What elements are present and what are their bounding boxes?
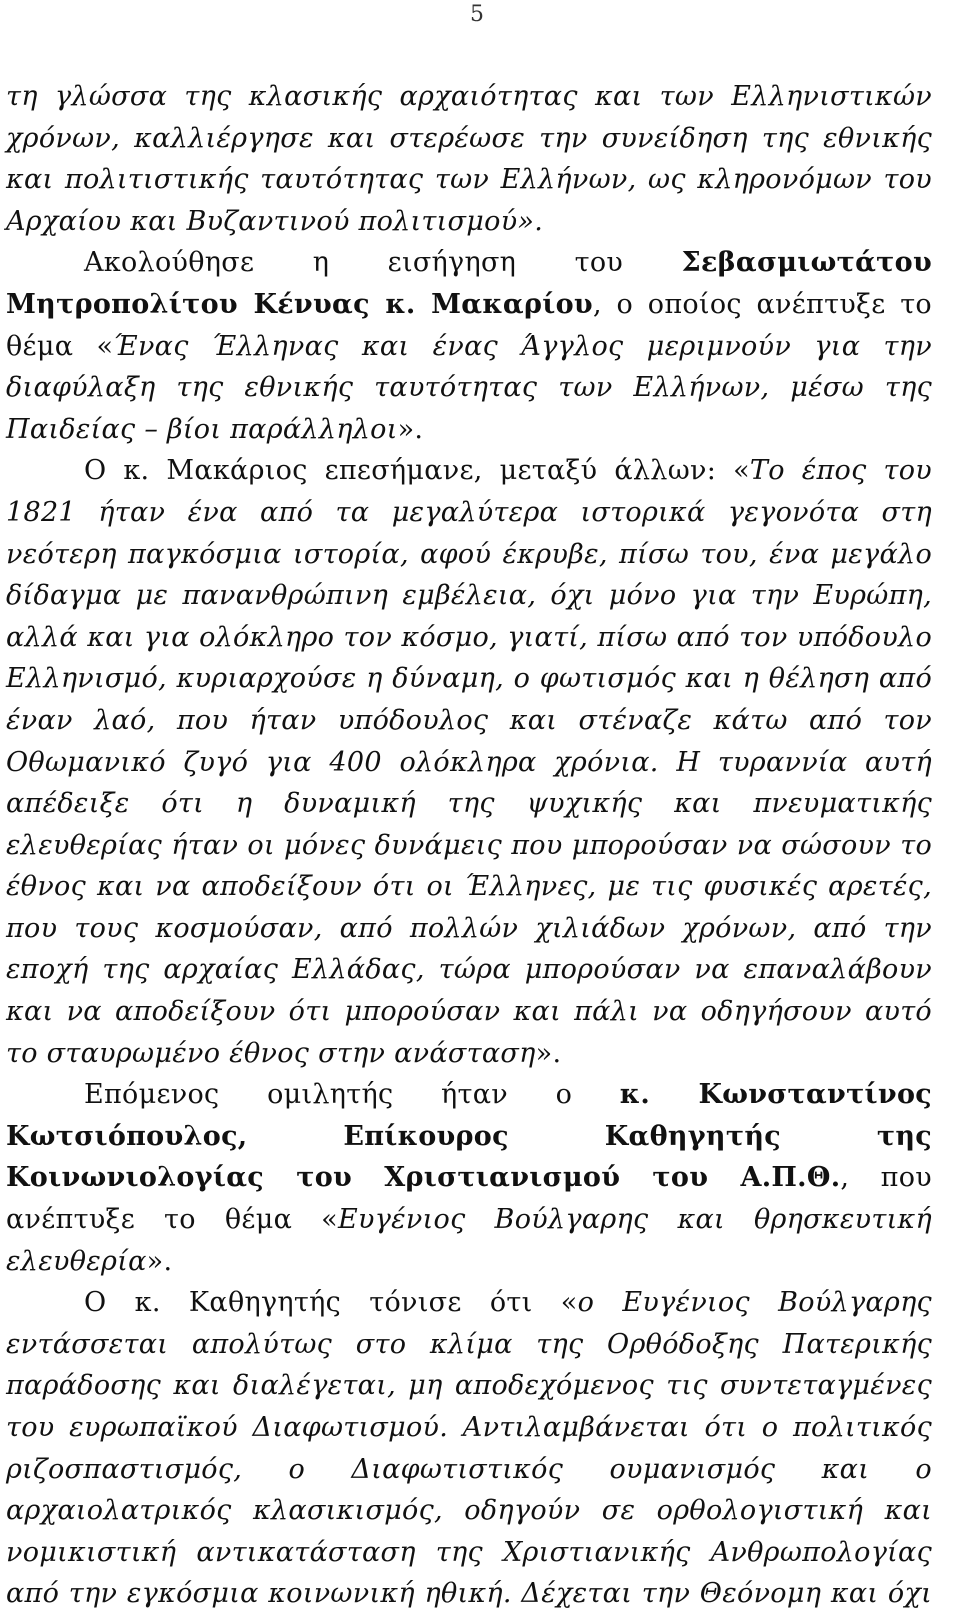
paragraph-3-text: Ο κ. Μακάριος επεσήμανε, μεταξύ άλλων: « xyxy=(84,455,750,487)
quote-continuation: τη γλώσσα της κλασικής αρχαιότητας και των Ελληνιστικών χρόνων, καλλιέργησε και στερέωσε την συνείδηση της εθνικής και πολιτιστικής ταυτότητας των Ελλήνων, ως κληρονόμων του Αρχαίου και Βυζαντινού πολιτισμού». xyxy=(6,81,932,237)
lecture-topic: Ευγένιος Βούλγαρης και θρησκευτική ελευθερία xyxy=(6,1204,932,1277)
paragraph-5 xyxy=(6,1282,932,1615)
paragraph-4-text-3: ». xyxy=(146,1245,173,1277)
paragraph-2-text: Ακολούθησε η εισήγηση του xyxy=(84,247,682,279)
speaker-name: Σεβασμιωτάτου Μητροπολίτου Κένυας κ. Μακαρίου xyxy=(6,247,932,320)
document-body xyxy=(6,76,932,1615)
speaker-name: κ. Κωνσταντίνος Κωτσιόπουλος, Επίκουρος Καθηγητής της Κοινωνιολογίας του Χριστιανισμού του Α.Π.Θ. xyxy=(6,1079,932,1194)
lecture-topic: Ένας Έλληνας και ένας Άγγλος μεριμνούν για την διαφύλαξη της εθνικής ταυτότητας των Ελλήνων, μέσω της Παιδείας – βίοι παράλληλοι xyxy=(6,330,932,445)
paragraph-2-text-2: , ο οποίος ανέπτυξε το θέμα « xyxy=(6,288,932,362)
paragraph-4-text: Επόμενος ομιλητής ήταν ο xyxy=(84,1079,620,1111)
speech-quote: ο Ευγένιος Βούλγαρης εντάσσεται απολύτως στο κλίμα της Ορθόδοξης Πατερικής παράδοσης και διαλέγεται, μη αποδεχόμενος τις συντεταγμένες του ευρωπαϊκού Διαφωτισμού. Αντιλαμβάνεται ότι ο πολιτικός ριζοσπαστισμός, ο Διαφωτιστικός ουμανισμός και ο αρχαιολατρικός κλασικισμός, οδηγούν σε ορθολογιστική και νομικιστική αντικατάσταση της Χριστιανικής Ανθρωπολογίας από την εγκόσμια κοινωνική ηθική. Δέχεται την Θεόνομη και όχι xyxy=(6,1287,932,1610)
paragraph-1 xyxy=(6,76,932,242)
page-number: 5 xyxy=(470,2,484,27)
paragraph-4-text-2: , που ανέπτυξε το θέμα « xyxy=(6,1162,932,1236)
paragraph-4 xyxy=(6,1074,932,1282)
paragraph-5-text: Ο κ. Καθηγητής τόνισε ότι « xyxy=(84,1287,578,1319)
paragraph-3 xyxy=(6,450,932,1074)
paragraph-3-text-2: ». xyxy=(535,1037,562,1069)
paragraph-2-text-3: ». xyxy=(397,413,424,445)
paragraph-2 xyxy=(6,242,932,450)
speech-quote: Το έπος του 1821 ήταν ένα από τα μεγαλύτερα ιστορικά γεγονότα στη νεότερη παγκόσμια ιστορία, αφού έκρυβε, πίσω του, ένα μεγάλο δίδαγμα με πανανθρώπινη εμβέλεια, όχι μόνο για την Ευρώπη, αλλά και για ολόκληρο τον κόσμο, γιατί, πίσω από τον υπόδουλο Ελληνισμό, κυριαρχούσε η δύναμη, ο φωτισμός και η θέληση από έναν λαό, που ήταν υπόδουλος και στέναζε κάτω από τον Οθωμανικό ζυγό για 400 ολόκληρα χρόνια. Η τυραννία αυτή απέδειξε ότι η δυναμική της ψυχικής και πνευματικής ελευθερίας ήταν οι μόνες δυνάμεις που μπορούσαν να σώσουν το έθνος και να αποδείξουν ότι οι Έλληνες, με τις φυσικές αρετές, που τους κοσμούσαν, από πολλών χιλιάδων χρόνων, από την εποχή της αρχαίας Ελλάδας, τώρα μπορούσαν να επαναλάβουν και να αποδείξουν ότι μπορούσαν και πάλι να οδηγήσουν αυτό το σταυρωμένο έθνος στην ανάσταση xyxy=(6,455,932,1069)
